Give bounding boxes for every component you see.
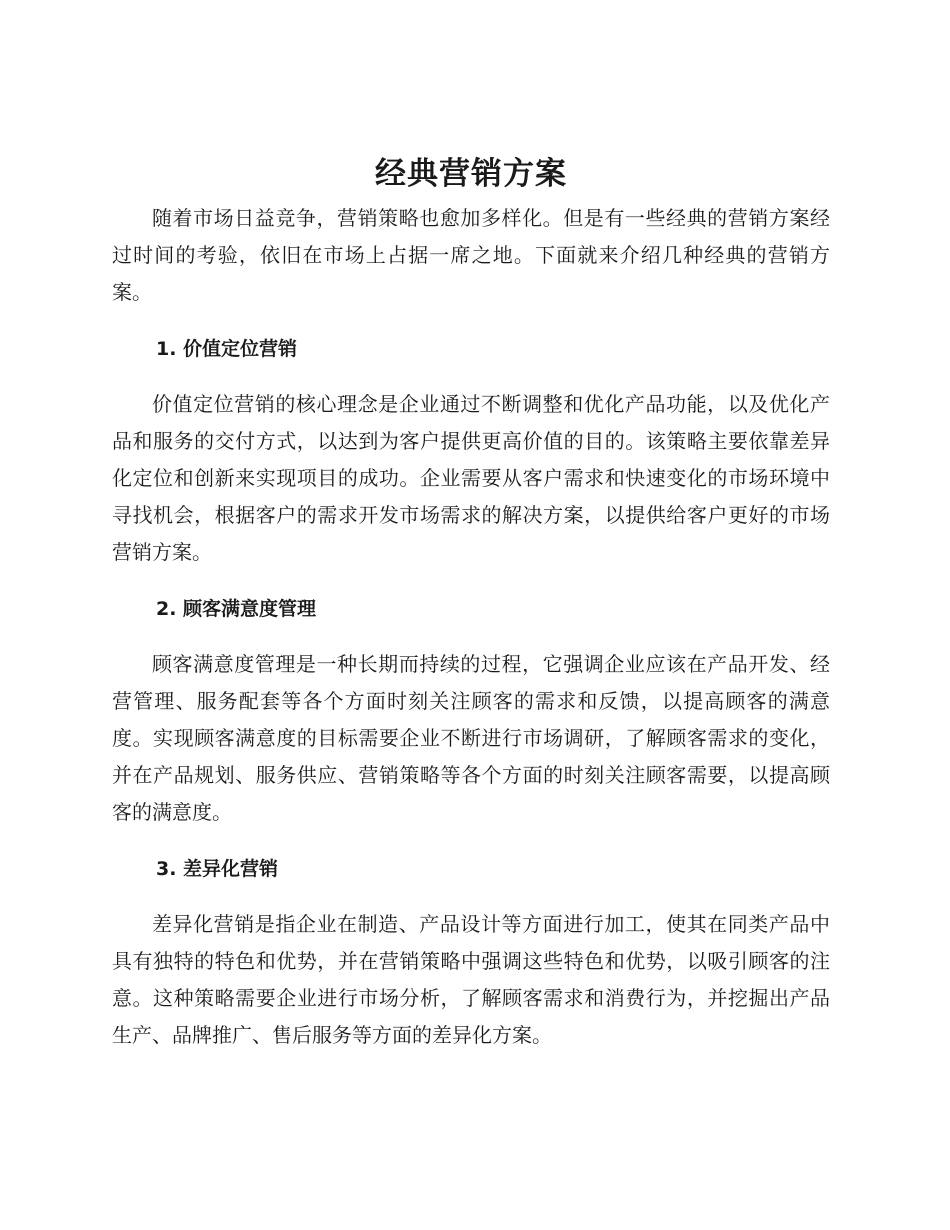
document-title: 经典营销方案 bbox=[375, 156, 567, 192]
section-heading-customer-satisfaction: 2. 顾客满意度管理 bbox=[156, 598, 317, 620]
section-body-value-positioning: 价值定位营销的核心理念是企业通过不断调整和优化产品功能，以及优化产品和服务的交付方式，以达到为客户提供更高价值的目的。该策略主要依靠差异化定位和创新来实现项目的成功。企业需要从客户需求和快速变化的市场环境中寻找机会，根据客户的需求开发市场需求的解决方案，以提供给客户更好的市场营销方案。 bbox=[112, 392, 830, 564]
intro-paragraph: 随着市场日益竞争，营销策略也愈加多样化。但是有一些经典的营销方案经过时间的考验，依旧在市场上占据一席之地。下面就来介绍几种经典的营销方案。 bbox=[112, 206, 830, 304]
section-body-differentiation: 差异化营销是指企业在制造、产品设计等方面进行加工，使其在同类产品中具有独特的特色和优势，并在营销策略中强调这些特色和优势，以吸引顾客的注意。这种策略需要企业进行市场分析，了解顾客需求和消费行为，并挖掘出产品生产、品牌推广、售后服务等方面的差异化方案。 bbox=[112, 912, 830, 1047]
section-body-customer-satisfaction: 顾客满意度管理是一种长期而持续的过程，它强调企业应该在产品开发、经营管理、服务配套等各个方面时刻关注顾客的需求和反馈，以提高顾客的满意度。实现顾客满意度的目标需要企业不断进行市场调研，了解顾客需求的变化，并在产品规划、服务供应、营销策略等各个方面的时刻关注顾客需要，以提高顾客的满意度。 bbox=[112, 652, 830, 824]
document-page bbox=[112, 148, 830, 1054]
section-heading-differentiation: 3. 差异化营销 bbox=[156, 858, 279, 880]
section-heading-value-positioning: 1. 价值定位营销 bbox=[156, 338, 298, 360]
